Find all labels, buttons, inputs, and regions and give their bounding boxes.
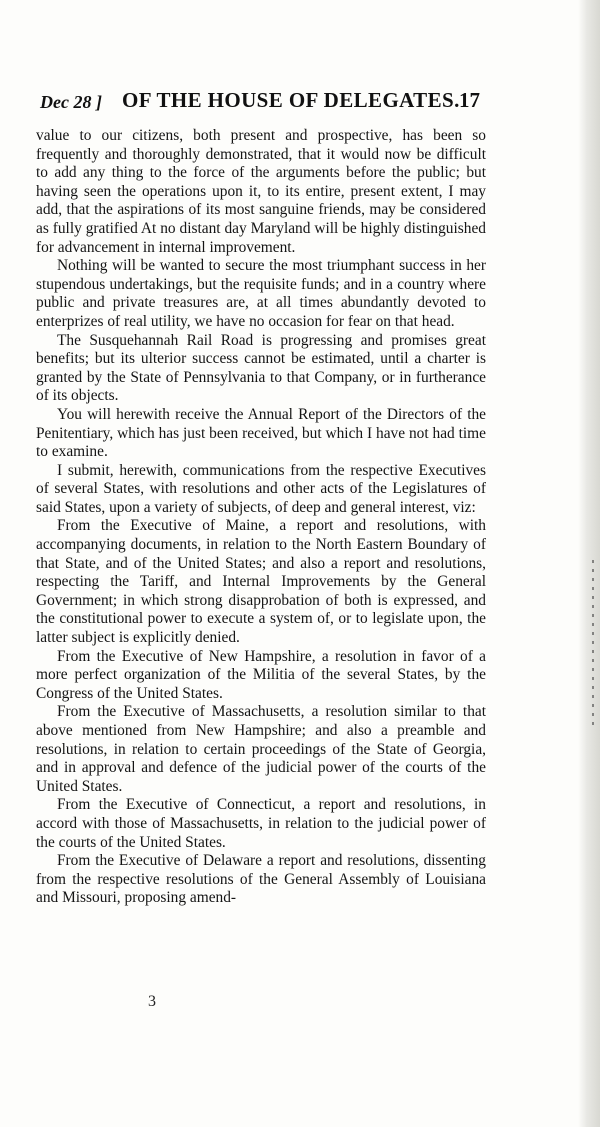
header-date: Dec 28 ] bbox=[40, 92, 102, 112]
paragraph: The Susquehannah Rail Road is progressing and promises great benefits; but its ulterior success cannot be estimated, until a charter is granted by the State of Pennsylvania to that Company, or in furtherance of its objects. bbox=[36, 331, 486, 405]
body-text bbox=[36, 127, 486, 908]
paragraph: From the Executive of Maine, a report and resolutions, with accompanying documents, in relation to the North Eastern Boundary of that State, and of the United States; and also a report and resolutions, respecting the Tariff, and Internal Improvements by the General Government; in which strong disapprobation of both is expressed, and the constitutional power to execute a system of, or to legislate upon, the latter subject is explicitly denied. bbox=[36, 517, 486, 647]
paragraph: From the Executive of Connecticut, a report and resolutions, in accord with those of Massachusetts, in relation to the judicial power of the courts of the United States. bbox=[36, 796, 486, 851]
paragraph: You will herewith receive the Annual Report of the Directors of the Penitentiary, which has just been received, but which I have not had time to examine. bbox=[36, 405, 486, 461]
paragraph: From the Executive of Delaware a report and resolutions, dissenting from the respective resolutions of the General Assembly of Louisiana and Missouri, proposing amend- bbox=[36, 852, 486, 907]
paragraph: From the Executive of New Hampshire, a resolution in favor of a more perfect organization of the Militia of the several States, by the Congress of the United States. bbox=[36, 647, 486, 702]
paragraph: I submit, herewith, communications from the respective Executives of several States, with resolutions and other acts of the Legislatures of said States, upon a variety of subjects, of deep and general interest, viz: bbox=[36, 461, 486, 516]
paragraph: Nothing will be wanted to secure the most triumphant success in her stupendous undertakings, but the requisite funds; and in a country where public and private treasures are, at all times abundantly devoted to enterprizes of real utility, we have no occasion for fear on that head. bbox=[36, 257, 486, 330]
paragraph: value to our citizens, both present and prospective, has been so frequently and thoroughly demonstrated, that it would now be difficult to add any thing to the force of the arguments before the public; but having seen the operations upon it, to its entire, present extent, I may add, that the aspirations of its most sanguine friends, may be considered as fully gratified At no distant day Maryland will be highly distinguished for advancement in internal improvement. bbox=[36, 127, 486, 256]
page-number: 17 bbox=[459, 88, 480, 112]
running-header bbox=[40, 88, 480, 118]
page-spine-edge bbox=[578, 0, 600, 1127]
header-title: OF THE HOUSE OF DELEGATES. bbox=[122, 88, 460, 112]
paragraph: From the Executive of Massachusetts, a resolution similar to that above mentioned from New Hampshire; and also a preamble and resolutions, in relation to certain proceedings of the State of Georgia, and in approval and defence of the judicial power of the courts of the United States. bbox=[36, 703, 486, 795]
signature-mark: 3 bbox=[148, 993, 156, 1010]
